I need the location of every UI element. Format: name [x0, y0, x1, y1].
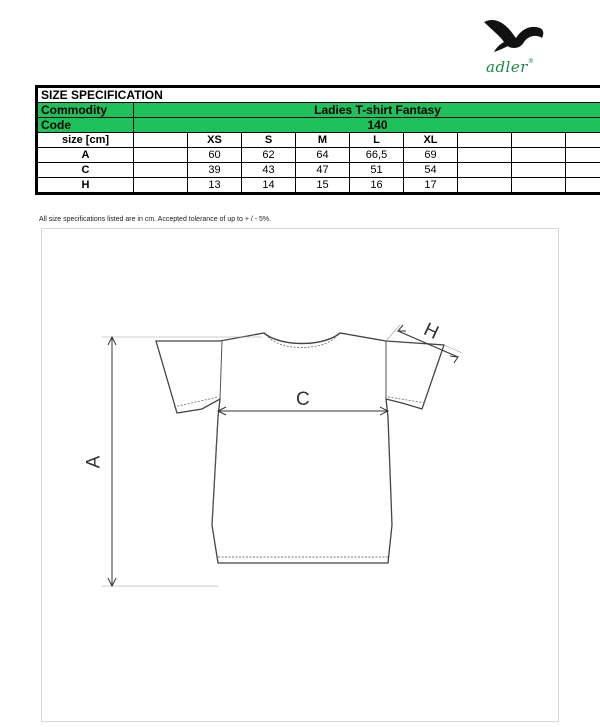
dimension-label-c: C [296, 389, 310, 410]
size-header-row [38, 133, 600, 148]
dimension-label-h: H [420, 319, 442, 344]
brand-wordmark [486, 58, 534, 76]
garment-diagram [41, 228, 559, 722]
tshirt-outline [42, 229, 558, 721]
value-cell [566, 163, 600, 178]
value-cell [566, 148, 600, 163]
value-cell [512, 148, 566, 163]
size-cell: S [242, 133, 296, 148]
table-row-a [38, 148, 600, 163]
value-cell [566, 178, 600, 193]
table-row-h [38, 178, 600, 193]
dimension-label-a: A [83, 455, 105, 469]
value-cell [458, 148, 512, 163]
brand-name: adler [486, 58, 528, 76]
tolerance-note: All size specifications listed are in cm. Accepted tolerance of up to + / - 5%. [39, 216, 272, 223]
value-cell: 69 [404, 148, 458, 163]
blank-cell [134, 163, 188, 178]
value-cell: 14 [242, 178, 296, 193]
value-cell: 13 [188, 178, 242, 193]
value-cell: 17 [404, 178, 458, 193]
blank-cell [134, 133, 188, 148]
value-cell [512, 178, 566, 193]
size-cell [458, 133, 512, 148]
table-row-c [38, 163, 600, 178]
value-cell [458, 178, 512, 193]
size-header-label: size [cm] [38, 133, 134, 148]
size-cell [512, 133, 566, 148]
row-label: H [38, 178, 134, 193]
size-cell: M [296, 133, 350, 148]
value-cell: 51 [350, 163, 404, 178]
registered-mark: ® [527, 58, 535, 65]
size-cell [566, 133, 600, 148]
value-cell: 15 [296, 178, 350, 193]
size-specification-table [37, 87, 600, 193]
blank-cell [134, 178, 188, 193]
value-cell: 16 [350, 178, 404, 193]
commodity-label: Commodity [38, 103, 134, 118]
code-value: 140 [134, 118, 600, 133]
eagle-icon [482, 14, 546, 54]
commodity-value: Ladies T-shirt Fantasy [134, 103, 600, 118]
size-cell: L [350, 133, 404, 148]
value-cell: 64 [296, 148, 350, 163]
value-cell: 60 [188, 148, 242, 163]
value-cell [458, 163, 512, 178]
code-label: Code [38, 118, 134, 133]
value-cell [512, 163, 566, 178]
row-label: A [38, 148, 134, 163]
size-cell: XS [188, 133, 242, 148]
value-cell: 47 [296, 163, 350, 178]
value-cell: 62 [242, 148, 296, 163]
value-cell: 66,5 [350, 148, 404, 163]
blank-cell [134, 148, 188, 163]
row-label: C [38, 163, 134, 178]
value-cell: 54 [404, 163, 458, 178]
table-heading: SIZE SPECIFICATION [38, 88, 600, 103]
value-cell: 43 [242, 163, 296, 178]
brand-logo [478, 14, 550, 74]
size-cell: XL [404, 133, 458, 148]
value-cell: 39 [188, 163, 242, 178]
